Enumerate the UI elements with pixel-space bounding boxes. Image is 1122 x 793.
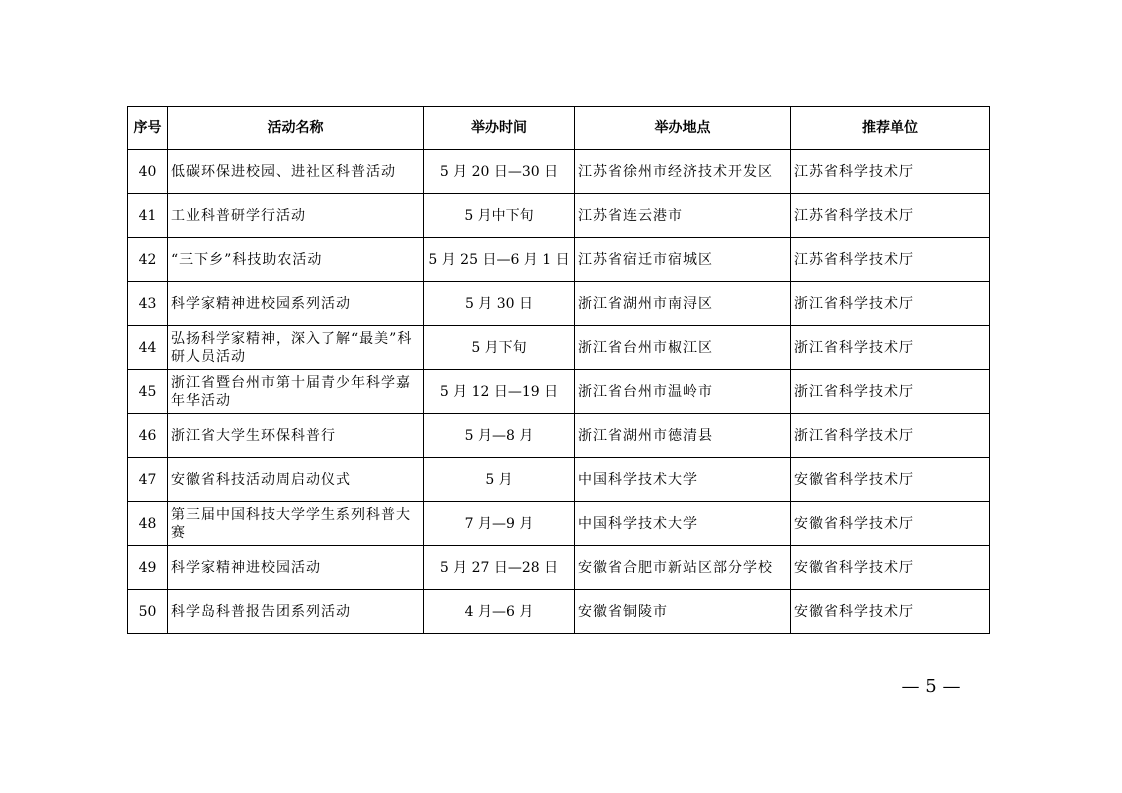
cell-name: 第三届中国科技大学学生系列科普大赛: [168, 502, 424, 546]
header-name: 活动名称: [168, 107, 424, 150]
table-row: [128, 150, 990, 194]
activity-table: [127, 106, 990, 634]
cell-name: 科学家精神进校园系列活动: [168, 282, 424, 326]
cell-time: 5 月: [424, 458, 575, 502]
cell-name: 安徽省科技活动周启动仪式: [168, 458, 424, 502]
cell-no: 41: [128, 194, 168, 238]
cell-no: 50: [128, 590, 168, 634]
table-row: [128, 282, 990, 326]
cell-no: 44: [128, 326, 168, 370]
cell-place: 江苏省宿迁市宿城区: [575, 238, 791, 282]
cell-place: 中国科学技术大学: [575, 458, 791, 502]
header-unit: 推荐单位: [791, 107, 990, 150]
cell-time: 5 月 20 日—30 日: [424, 150, 575, 194]
cell-no: 49: [128, 546, 168, 590]
table-row: [128, 370, 990, 414]
cell-place: 安徽省合肥市新站区部分学校: [575, 546, 791, 590]
cell-name: 科学岛科普报告团系列活动: [168, 590, 424, 634]
cell-time: 7 月—9 月: [424, 502, 575, 546]
cell-name: 科学家精神进校园活动: [168, 546, 424, 590]
cell-place: 浙江省台州市温岭市: [575, 370, 791, 414]
cell-place: 江苏省徐州市经济技术开发区: [575, 150, 791, 194]
cell-unit: 江苏省科学技术厅: [791, 238, 990, 282]
cell-unit: 浙江省科学技术厅: [791, 370, 990, 414]
cell-unit: 安徽省科学技术厅: [791, 590, 990, 634]
table-row: [128, 194, 990, 238]
cell-time: 5 月下旬: [424, 326, 575, 370]
cell-place: 安徽省铜陵市: [575, 590, 791, 634]
table-body: [128, 150, 990, 634]
cell-unit: 浙江省科学技术厅: [791, 326, 990, 370]
cell-place: 浙江省湖州市德清县: [575, 414, 791, 458]
header-time: 举办时间: [424, 107, 575, 150]
table-row: [128, 414, 990, 458]
cell-place: 浙江省湖州市南浔区: [575, 282, 791, 326]
header-no: 序号: [128, 107, 168, 150]
cell-unit: 安徽省科学技术厅: [791, 458, 990, 502]
cell-place: 江苏省连云港市: [575, 194, 791, 238]
table-row: [128, 502, 990, 546]
cell-no: 42: [128, 238, 168, 282]
cell-unit: 浙江省科学技术厅: [791, 414, 990, 458]
cell-time: 5 月中下旬: [424, 194, 575, 238]
table-row: [128, 326, 990, 370]
cell-name: 浙江省大学生环保科普行: [168, 414, 424, 458]
cell-no: 48: [128, 502, 168, 546]
cell-name: 工业科普研学行活动: [168, 194, 424, 238]
table-row: [128, 590, 990, 634]
cell-time: 5 月 30 日: [424, 282, 575, 326]
cell-no: 47: [128, 458, 168, 502]
table-header-row: [128, 107, 990, 150]
table-row: [128, 238, 990, 282]
cell-unit: 浙江省科学技术厅: [791, 282, 990, 326]
table-row: [128, 458, 990, 502]
cell-unit: 江苏省科学技术厅: [791, 194, 990, 238]
page-number: — 5 —: [901, 676, 961, 697]
cell-no: 46: [128, 414, 168, 458]
header-place: 举办地点: [575, 107, 791, 150]
table-row: [128, 546, 990, 590]
cell-name: “三下乡”科技助农活动: [168, 238, 424, 282]
cell-time: 5 月 25 日—6 月 1 日: [424, 238, 575, 282]
cell-place: 浙江省台州市椒江区: [575, 326, 791, 370]
cell-unit: 安徽省科学技术厅: [791, 546, 990, 590]
cell-name: 低碳环保进校园、进社区科普活动: [168, 150, 424, 194]
cell-unit: 江苏省科学技术厅: [791, 150, 990, 194]
cell-no: 40: [128, 150, 168, 194]
cell-time: 5 月 12 日—19 日: [424, 370, 575, 414]
cell-no: 45: [128, 370, 168, 414]
cell-no: 43: [128, 282, 168, 326]
cell-name: 弘扬科学家精神，深入了解“最美”科研人员活动: [168, 326, 424, 370]
cell-time: 5 月—8 月: [424, 414, 575, 458]
cell-time: 4 月—6 月: [424, 590, 575, 634]
cell-name: 浙江省暨台州市第十届青少年科学嘉年华活动: [168, 370, 424, 414]
cell-place: 中国科学技术大学: [575, 502, 791, 546]
cell-time: 5 月 27 日—28 日: [424, 546, 575, 590]
cell-unit: 安徽省科学技术厅: [791, 502, 990, 546]
